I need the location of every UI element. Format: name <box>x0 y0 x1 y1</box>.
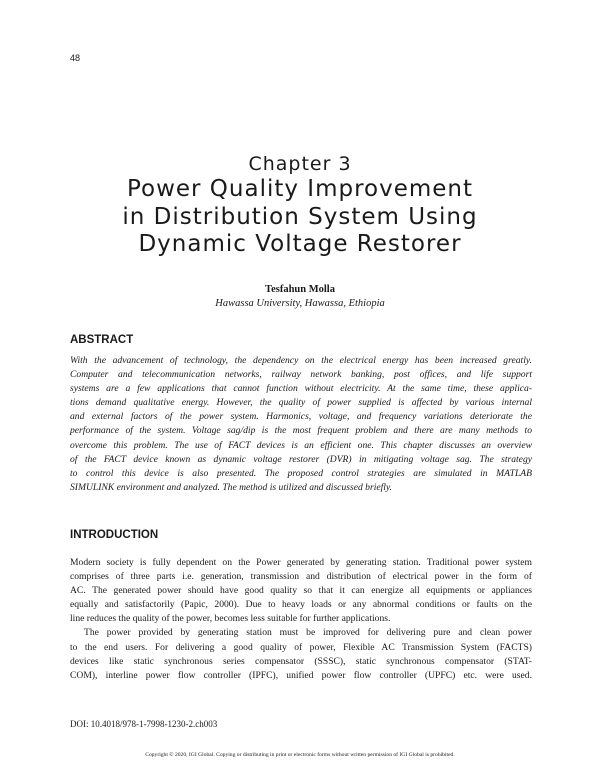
abstract-heading: ABSTRACT <box>70 334 134 346</box>
introduction-line: COM), interline power flow controller (IPFC), unified power flow controller (UPFC) etc. were used. <box>70 669 532 681</box>
abstract-line: overcome this problem. The use of FACT devices is an efficient one. This chapter discusses an overview <box>70 439 532 451</box>
introduction-line: devices like static synchronous series compensator (SSSC), static synchronous compensator (STAT- <box>70 655 532 667</box>
title-line: in Distribution System Using <box>122 203 478 230</box>
page-number: 48 <box>70 53 81 63</box>
doi-text: DOI: 10.4018/978-1-7998-1230-2.ch003 <box>70 719 218 729</box>
copyright-footer: Copyright © 2020, IGI Global. Copying or distributing in print or electronic forms without written permission of IGI Global is prohibited. <box>145 752 455 758</box>
title-line: Dynamic Voltage Restorer <box>138 231 462 257</box>
introduction-line: equally and satisfactorily (Papic, 2000). Due to heavy loads or any abnormal conditions or faults on the <box>70 599 532 611</box>
abstract-line: and external factors of the power system. Harmonics, voltage, and frequency variations deteriorate the <box>70 411 532 423</box>
introduction-line: The power provided by generating station must be improved for delivering pure and clean power <box>84 627 532 639</box>
introduction-body <box>70 556 532 683</box>
chapter-label: Chapter 3 <box>248 153 352 175</box>
author-name: Tesfahun Molla <box>265 284 335 295</box>
abstract-line: systems are a few applications that cannot function without electricity. At the same time, these applica- <box>70 383 532 395</box>
abstract-line: of the FACT device known as dynamic voltage restorer (DVR) in mitigating voltage sag. The strategy <box>70 453 532 465</box>
introduction-line: to the end users. For delivering a good quality of power, Flexible AC Transmission System (FACTS) <box>70 641 532 653</box>
introduction-heading: INTRODUCTION <box>70 529 159 541</box>
abstract-body <box>70 354 532 495</box>
abstract-line: Computer and telecommunication networks, railway network banking, post offices, and life support <box>70 369 532 381</box>
author-affiliation: Hawassa University, Hawassa, Ethiopia <box>215 298 385 309</box>
abstract-line: tions demand qualitative energy. However, the quality of power supplied is affected by various internal <box>70 397 532 409</box>
abstract-line: With the advancement of technology, the dependency on the electrical energy has been increased greatly. <box>70 355 532 366</box>
abstract-line: SIMULINK environment and analyzed. The method is utilized and discussed briefly. <box>70 481 393 493</box>
introduction-line: comprises of three parts i.e. generation, transmission and distribution of electrical power in the form of <box>70 571 532 583</box>
chapter-title <box>0 176 600 259</box>
abstract-line: to control this device is also presented. The proposed control strategies are simulated in MATLAB <box>70 467 532 479</box>
title-line: Power Quality Improvement <box>126 176 474 202</box>
introduction-line: Modern society is fully dependent on the Power generated by generating station. Traditional power system <box>70 557 532 568</box>
abstract-line: performance of the system. Voltage sag/dip is the most frequent problem and there are many methods to <box>70 425 532 437</box>
introduction-line: AC. The generated power should have good quality so that it can energize all equipments or appliances <box>70 585 532 597</box>
introduction-line: line reduces the quality of the power, becomes less suitable for further applications. <box>70 613 391 625</box>
